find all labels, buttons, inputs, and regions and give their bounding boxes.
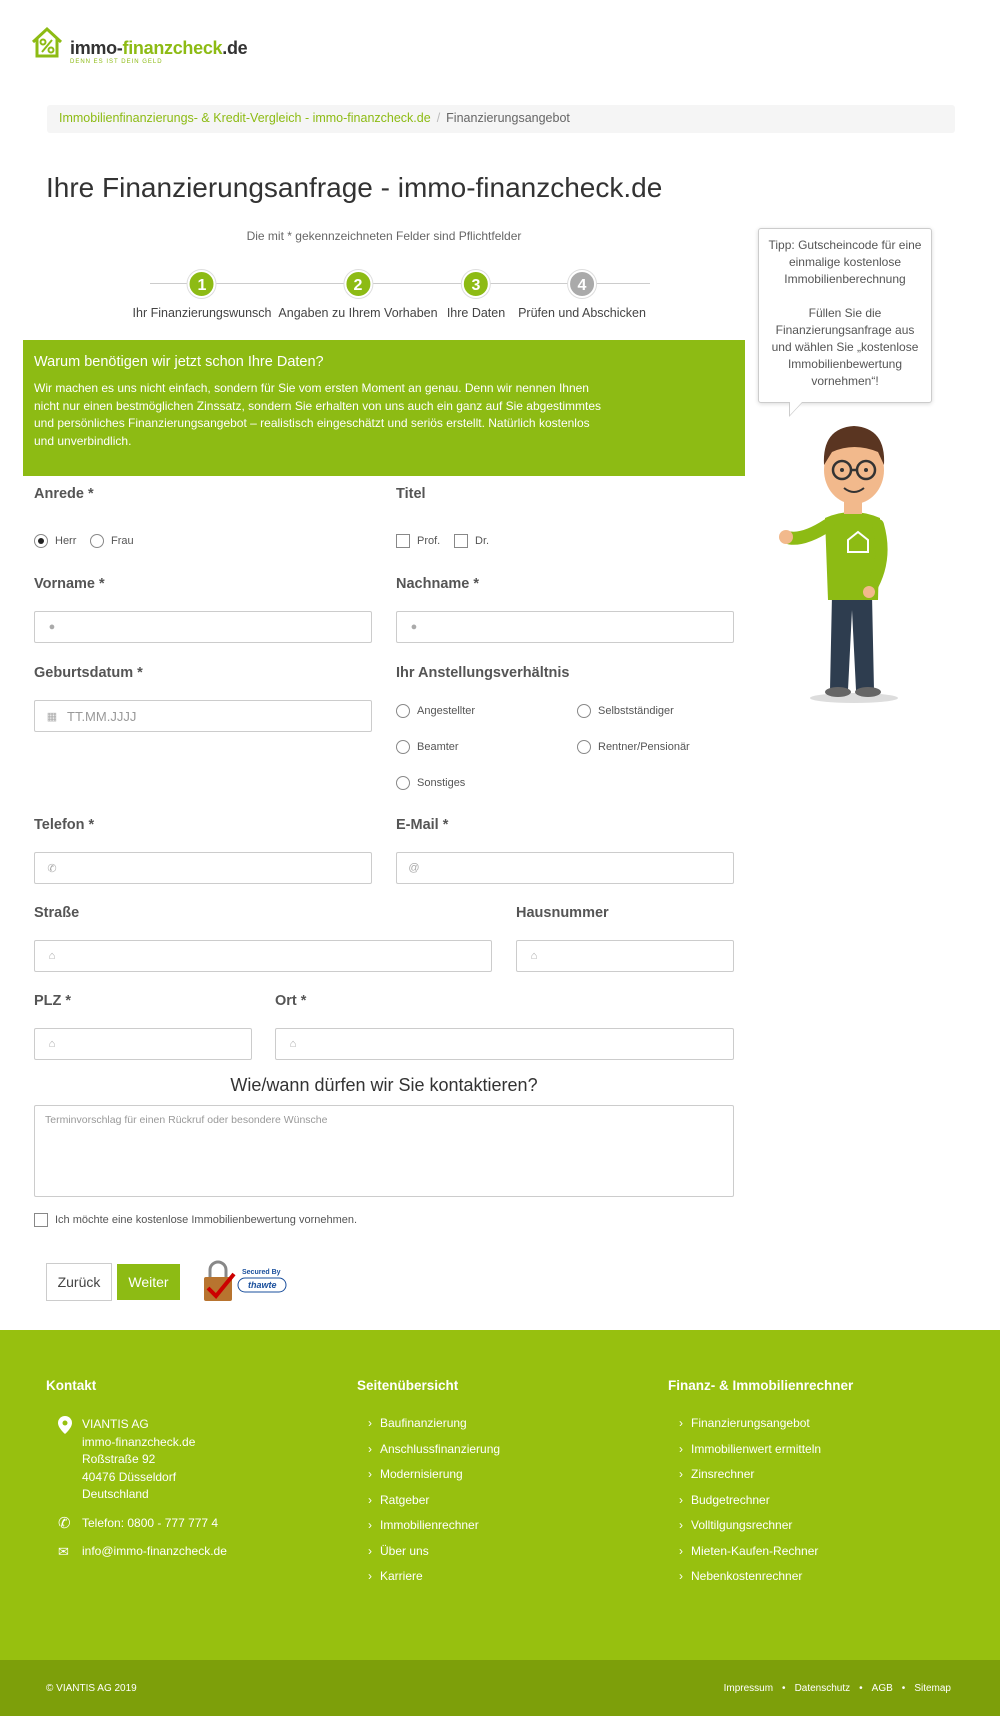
footer-link[interactable]: › Finanzierungsangebot — [679, 1416, 821, 1442]
email-label: E-Mail * — [396, 817, 449, 833]
vorname-field[interactable] — [34, 611, 372, 643]
next-button[interactable]: Weiter — [117, 1264, 180, 1300]
svg-text:thawte: thawte — [248, 1280, 277, 1290]
breadcrumb — [47, 105, 955, 133]
tip-bubble: Tipp: Gutscheincode für eine einmalige kostenlose Immobilienberechnung Füllen Sie die Finanzierungsanfrage aus und wählen Sie „kostenlose Immobilienbewertung vornehmen“! — [758, 228, 932, 403]
footer-link[interactable]: › Budgetrechner — [679, 1493, 821, 1519]
progress-steps — [120, 270, 650, 322]
mascot-illustration — [770, 420, 910, 705]
home-icon: ⌂ — [48, 950, 56, 962]
logo[interactable] — [30, 26, 250, 70]
ort-field[interactable] — [275, 1028, 734, 1060]
footer-link[interactable]: › Nebenkostenrechner — [679, 1569, 821, 1595]
agb-link[interactable]: AGB — [871, 1683, 893, 1694]
breadcrumb-home-link[interactable]: Immobilienfinanzierungs- & Kredit-Vergleich - immo-finanzcheck.de — [59, 111, 431, 125]
user-icon: ● — [48, 621, 56, 633]
footer — [0, 1330, 1000, 1660]
titel-prof-checkbox[interactable]: Prof. — [396, 534, 440, 548]
footer-link[interactable]: › Immobilienwert ermitteln — [679, 1442, 821, 1468]
thawte-seal — [200, 1260, 290, 1304]
location-pin-icon — [58, 1416, 72, 1434]
copyright: © VIANTIS AG 2019 — [46, 1683, 137, 1694]
back-button[interactable]: Zurück — [46, 1263, 112, 1301]
telefon-label: Telefon * — [34, 817, 95, 833]
contact-note-textarea[interactable] — [34, 1105, 734, 1197]
phone-icon: ✆ — [58, 1515, 71, 1532]
house-percent-icon — [30, 26, 64, 60]
sitemap-link[interactable]: Sitemap — [914, 1683, 951, 1694]
plz-field[interactable] — [34, 1028, 252, 1060]
info-box — [23, 340, 745, 476]
footer-sitemap-list — [368, 1416, 500, 1595]
vorname-label: Vorname * — [34, 576, 105, 592]
logo-slogan: DENN ES IST DEIN GELD — [70, 59, 163, 65]
logo-text: immo-finanzcheck.de — [70, 38, 248, 58]
footer-rechner-title: Finanz- & Immobilienrechner — [668, 1378, 854, 1393]
step-4: 4 Prüfen und Abschicken — [518, 270, 646, 320]
user-icon: ● — [410, 621, 418, 633]
anstellung-sonstiges-radio[interactable]: Sonstiges — [396, 776, 465, 790]
footer-phone[interactable]: Telefon: 0800 - 777 777 4 — [82, 1516, 219, 1530]
step-2[interactable]: 2 Angaben zu Ihrem Vorhaben — [278, 270, 437, 320]
footer-rechner-list — [679, 1416, 821, 1595]
footer-kontakt-title: Kontakt — [46, 1378, 97, 1393]
nachname-field[interactable] — [396, 611, 734, 643]
breadcrumb-current: Finanzierungsangebot — [446, 111, 570, 125]
contact-title: Wie/wann dürfen wir Sie kontaktieren? — [230, 1075, 538, 1095]
footer-link[interactable]: › Über uns — [368, 1544, 500, 1570]
page-title: Ihre Finanzierungsanfrage - immo-finanzcheck.de — [46, 172, 663, 203]
strasse-field[interactable] — [34, 940, 492, 972]
required-note: Die mit * gekennzeichneten Felder sind Pflichtfelder — [246, 229, 522, 243]
hausnummer-label: Hausnummer — [516, 905, 609, 921]
home-icon: ⌂ — [289, 1038, 297, 1050]
hausnummer-field[interactable] — [516, 940, 734, 972]
info-title: Warum benötigen wir jetzt schon Ihre Daten? — [34, 354, 324, 370]
datenschutz-link[interactable]: Datenschutz — [794, 1683, 851, 1694]
footer-sitemap-title: Seitenübersicht — [357, 1378, 459, 1393]
home-icon: ⌂ — [48, 1038, 56, 1050]
anstellung-beamter-radio[interactable]: Beamter — [396, 740, 459, 754]
bewertung-checkbox[interactable]: Ich möchte eine kostenlose Immobilienbewertung vornehmen. — [34, 1213, 357, 1227]
anrede-herr-radio[interactable]: Herr — [34, 534, 76, 548]
anrede-label: Anrede * — [34, 486, 94, 502]
footer-link[interactable]: › Ratgeber — [368, 1493, 500, 1519]
telefon-field[interactable] — [34, 852, 372, 884]
anstellung-label: Ihr Anstellungsverhältnis — [396, 665, 570, 681]
home-icon: ⌂ — [530, 950, 538, 962]
footer-email[interactable]: info@immo-finanzcheck.de — [82, 1544, 227, 1558]
geburtsdatum-field[interactable] — [34, 700, 372, 732]
impressum-link[interactable]: Impressum — [723, 1683, 774, 1694]
footer-link[interactable]: › Zinsrechner — [679, 1467, 821, 1493]
envelope-icon: ✉ — [58, 1544, 69, 1559]
footer-link[interactable]: › Volltilgungsrechner — [679, 1518, 821, 1544]
footer-link[interactable]: › Immobilienrechner — [368, 1518, 500, 1544]
calendar-icon: ▦ — [46, 710, 58, 723]
phone-icon: ✆ — [47, 862, 57, 875]
svg-text:Secured By: Secured By — [242, 1269, 281, 1276]
geburtsdatum-label: Geburtsdatum * — [34, 665, 143, 681]
titel-label: Titel — [396, 486, 426, 502]
anstellung-selbststaendiger-radio[interactable]: Selbstständiger — [577, 704, 674, 718]
step-3: 3 Ihre Daten — [447, 270, 505, 320]
footer-link[interactable]: › Mieten-Kaufen-Rechner — [679, 1544, 821, 1570]
plz-label: PLZ * — [34, 993, 72, 1009]
footer-link[interactable]: › Anschlussfinanzierung — [368, 1442, 500, 1468]
anstellung-angestellter-radio[interactable]: Angestellter — [396, 704, 475, 718]
anrede-frau-radio[interactable]: Frau — [90, 534, 134, 548]
nachname-label: Nachname * — [396, 576, 480, 592]
bottom-bar — [0, 1660, 1000, 1716]
anstellung-rentner-radio[interactable]: Rentner/Pensionär — [577, 740, 690, 754]
footer-link[interactable]: › Baufinanzierung — [368, 1416, 500, 1442]
email-field[interactable] — [396, 852, 734, 884]
breadcrumb-separator: / — [436, 111, 441, 125]
footer-address: VIANTIS AG immo-finanzcheck.de Roßstraße 92 40476 Düsseldorf Deutschland — [82, 1417, 196, 1501]
legal-links: Impressum • Datenschutz • AGB • Sitemap — [723, 1683, 951, 1694]
ort-label: Ort * — [275, 993, 307, 1009]
footer-link[interactable]: › Modernisierung — [368, 1467, 500, 1493]
strasse-label: Straße — [34, 905, 80, 921]
footer-link[interactable]: › Karriere — [368, 1569, 500, 1595]
titel-dr-checkbox[interactable]: Dr. — [454, 534, 489, 548]
at-icon: @ — [408, 862, 420, 874]
info-text: Wir machen es uns nicht einfach, sondern für Sie vom ersten Moment an genau. Denn wir nennen Ihnen nicht nur einen bestmöglichen Zinssatz, sondern Sie erhalten von uns auch ein ganz auf Sie abgestimmtes und persönliches Finanzierungsangebot – realistisch eingeschätzt und seriös erstellt. Natürlich kostenlos und unverbindlich. — [34, 381, 601, 448]
step-1[interactable]: 1 Ihr Finanzierungswunsch — [133, 270, 272, 320]
